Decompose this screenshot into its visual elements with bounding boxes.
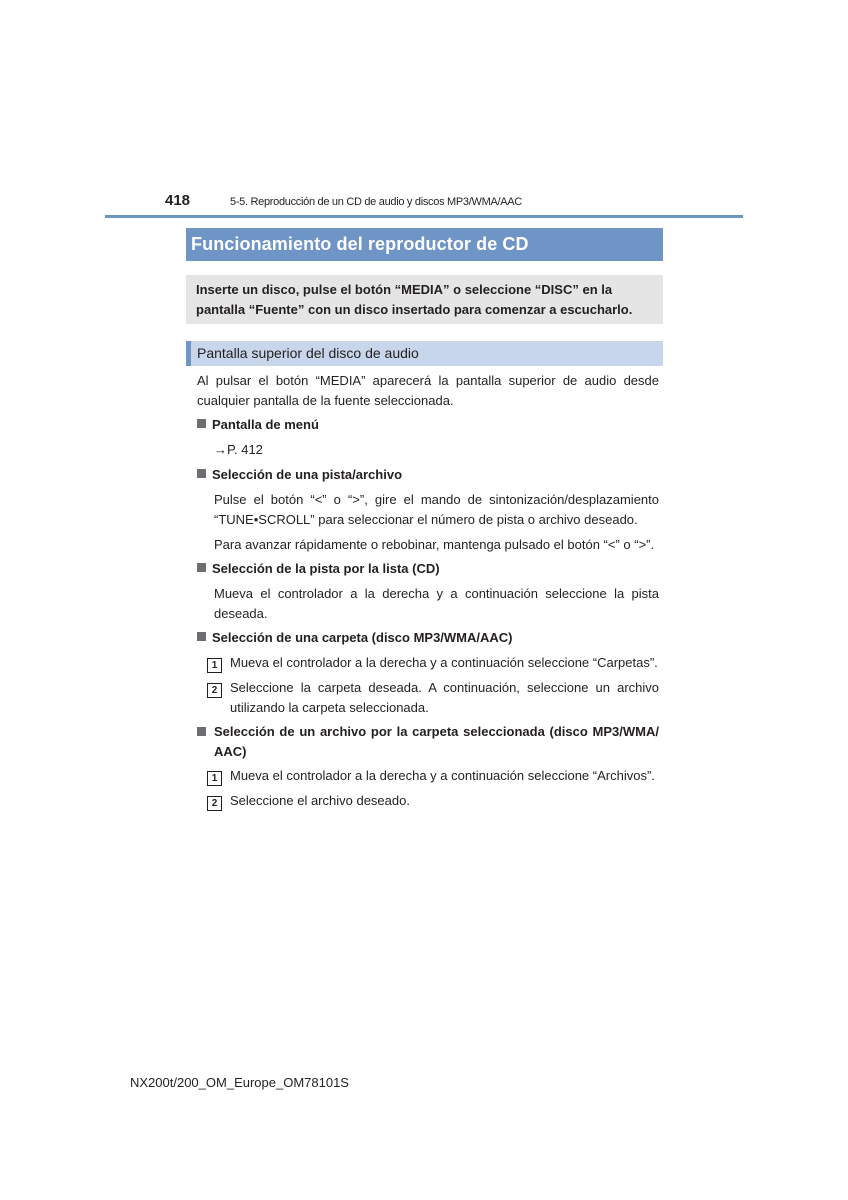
square-bullet-icon [197,727,206,736]
list-heading [197,559,659,579]
menu-page-link[interactable]: →P. 412 [214,442,263,457]
file-step-2-text: Seleccione el archivo deseado. [230,793,410,808]
square-bullet-icon [197,419,206,428]
folder-step-2-badge: 2 [207,680,222,698]
footer-code: NX200t/200_OM_Europe_OM78101S [130,1075,349,1090]
list-heading-text: Selección de la pista por la lista (CD) [212,561,440,576]
square-bullet-icon [197,563,206,572]
menu-heading-text: Pantalla de menú [212,417,319,432]
track-text-2: Para avanzar rápidamente o rebobinar, mantenga pulsado el botón “<” o “>”. [214,537,655,552]
square-bullet-icon [197,469,206,478]
track-heading [197,465,659,485]
folder-step-2-text: Seleccione la carpeta deseada. A continuación, seleccione un archivo utilizando la carpeta seleccionada. [230,680,659,715]
menu-heading [197,415,659,435]
square-bullet-icon [197,632,206,641]
file-step-2-badge: 2 [207,793,222,811]
file-step-1-text: Mueva el controlador a la derecha y a continuación seleccione “Archivos”. [230,768,655,783]
folder-step-1-text: Mueva el controlador a la derecha y a continuación seleccione “Carpetas”. [230,655,658,670]
subsection-title: Pantalla superior del disco de audio [186,341,663,366]
section-intro: Inserte un disco, pulse el botón “MEDIA” o seleccione “DISC” en la pantalla “Fuente” con un disco insertado para comenzar a escucharlo. [186,275,663,324]
running-head: 5-5. Reproducción de un CD de audio y discos MP3/WMA/AAC [230,196,522,208]
subsection-intro: Al pulsar el botón “MEDIA” aparecerá la pantalla superior de audio desde cualquier pantalla de la fuente seleccionada. [197,373,659,408]
folder-heading [197,628,659,648]
file-heading [197,722,659,762]
track-heading-text: Selección de una pista/archivo [212,467,403,482]
section-title: Funcionamiento del reproductor de CD [186,228,663,261]
list-text: Mueva el controlador a la derecha y a continuación seleccione la pista deseada. [214,586,659,621]
file-step-1-badge: 1 [207,768,222,786]
page-number: 418 [165,192,191,209]
folder-heading-text: Selección de una carpeta (disco MP3/WMA/AAC) [212,630,513,645]
file-heading-text: Selección de un archivo por la carpeta seleccionada (disco MP3/WMA/ AAC) [214,724,659,759]
header-rule [105,215,743,218]
track-text-1: Pulse el botón “<” o “>”, gire el mando de sintonización/desplazamiento “TUNE•SCROLL” para seleccionar el número de pista o archivo deseado. [214,492,659,527]
folder-step-1-badge: 1 [207,655,222,673]
